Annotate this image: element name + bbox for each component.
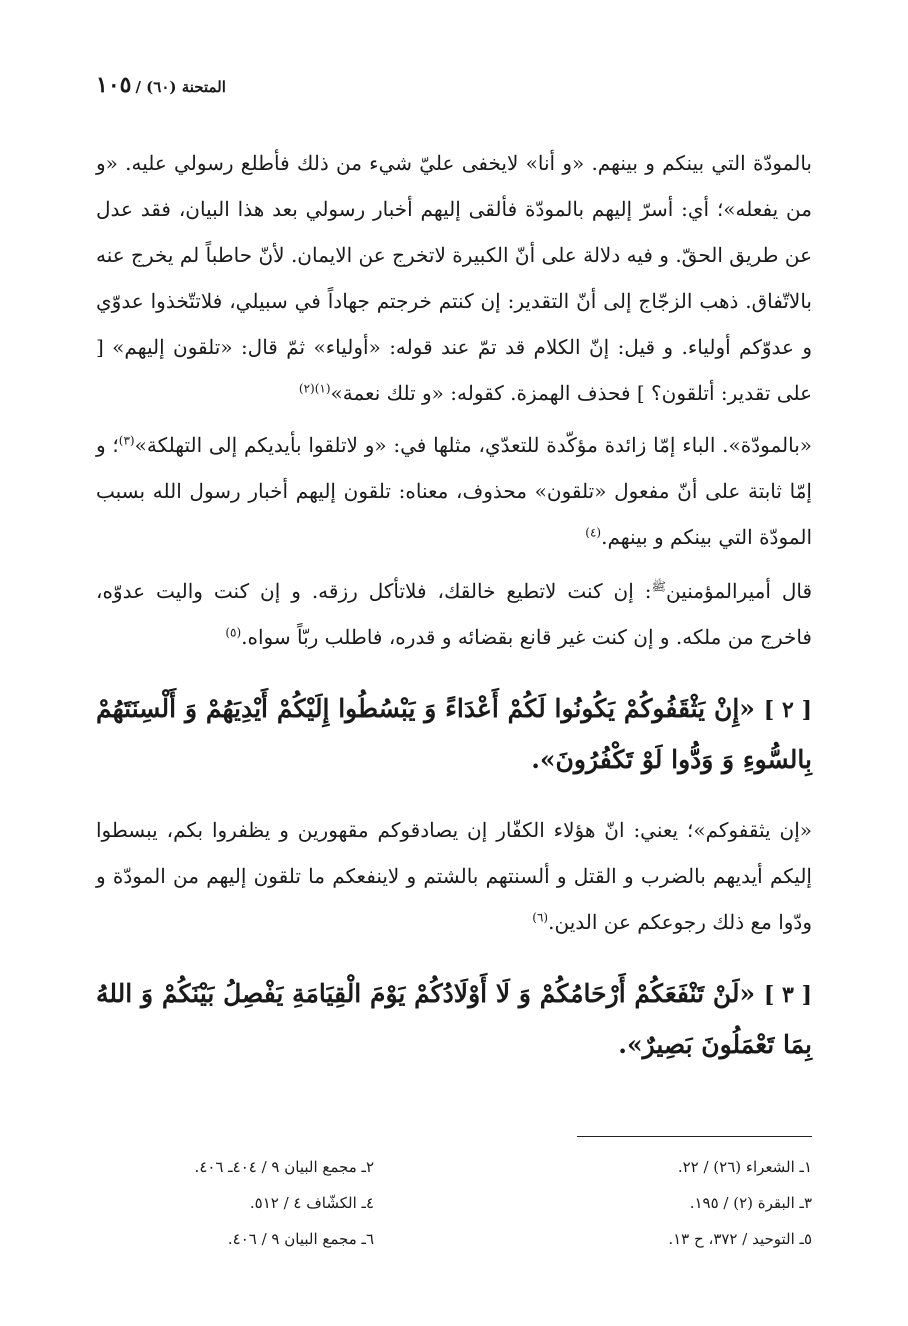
honorific-symbol: ﷺ <box>651 579 666 594</box>
footnote-marker: (٣) <box>118 433 135 448</box>
footnote-6: ٦ـ مجمع البيان ٩ / ٤٠٦. <box>227 1230 374 1248</box>
main-text <box>96 140 812 1092</box>
surah-reference: المتحنة (٦٠) / <box>135 78 226 96</box>
footnote-5: ٥ـ التوحيد / ٣٧٢، ح ١٣. <box>668 1230 812 1248</box>
verse-text: «إِنْ يَثْقَفُوكُمْ يَكُونُوا لَكُمْ أَعْدَاءً وَ يَبْسُطُوا إِلَيْكُمْ أَيْدِيَهُمْ وَ أَلْسِنَتَهُمْ بِالسُّوءِ وَ وَدُّوا لَوْ تَكْفُرُونَ». <box>96 694 812 774</box>
footnote-marker: (٤) <box>585 525 602 540</box>
verse-3 <box>96 969 812 1070</box>
page-number: ١٠٥ <box>96 72 132 98</box>
footnote-1: ١ـ الشعراء (٢٦) / ٢٢. <box>677 1158 812 1176</box>
footnote-2: ٢ـ مجمع البيان ٩ / ٤٠٤ـ ٤٠٦. <box>194 1158 374 1176</box>
verse-2 <box>96 684 812 785</box>
commentary-paragraph-2 <box>96 422 812 560</box>
footnote-divider <box>577 1136 812 1137</box>
paragraph-text: بالمودّة التي بينكم و بينهم. «و أنا» لايخفى عليّ شيء من ذلك فأطلع رسولي عليه. «و من يفعله»؛ أي: أسرّ إليهم بالمودّة فألقى إليهم أخبار رسولي بعد هذا البيان، فقد عدل عن طريق الحقّ. و فيه دلالة على أنّ الكبيرة لاتخرج عن الايمان. لأنّ حاطباً لم يخرج عنه بالاتّفاق. ذهب الزجّاج إلى أنّ التقدير: إن كنتم خرجتم جهاداً في سبيلي، فلاتتّخذوا عدوّي و عدوّكم أولياء. و قيل: إنّ الكلام قد تمّ عند قوله: «أولياء» ثمّ قال: «تلقون إليهم» [ على تقدير: أتلقون؟ ] فحذف الهمزة. كقوله: «و تلك نعمة» <box>96 151 812 405</box>
running-head <box>96 72 226 98</box>
commentary-paragraph-1 <box>96 140 812 416</box>
footnote-marker: (٦) <box>532 910 549 925</box>
book-page <box>96 0 812 1326</box>
paragraph-text: ؛ و إمّا ثابتة على أنّ مفعول «تلقون» محذوف، معناه: تلقون إليهم أخبار رسول الله بسبب المودّة التي بينكم و بينهم. <box>96 433 812 549</box>
footnote-4: ٤ـ الكشّاف ٤ / ٥١٢. <box>249 1194 374 1212</box>
paragraph-text: قال أميرالمؤمنين <box>665 579 813 603</box>
paragraph-text: : إن كنت لاتطيع خالقك، فلاتأكل رزقه. و إن كنت واليت عدوّه، فاخرج من ملكه. و إن كنت غير قانع بقضائه و قدره، فاطلب ربّاً سواه. <box>96 579 812 649</box>
verse-text: «لَنْ تَنْفَعَكُمْ أَرْحَامُكُمْ وَ لَا أَوْلَادُكُمْ يَوْمَ الْقِيَامَةِ يَفْصِلُ بَيْنَكُمْ وَ اللهُ بِمَا تَعْمَلُونَ بَصِيرٌ». <box>96 979 812 1059</box>
commentary-paragraph-3 <box>96 568 812 660</box>
footnote-3: ٣ـ البقرة (٢) / ١٩٥. <box>689 1194 812 1212</box>
footnote-marker: (١)(٢) <box>298 381 331 396</box>
commentary-paragraph-4 <box>96 807 812 945</box>
verse-number: [ ٢ ] <box>763 697 812 723</box>
paragraph-text: «إن يثقفوكم»؛ يعني: انّ هؤلاء الكفّار إن يصادقوكم مقهورين و يظفروا بكم، يبسطوا إليكم أيديهم بالضرب و القتل و ألسنتهم بالشتم و لاينفعكم ما تلقون إليهم من المودّة و ودّوا مع ذلك رجوعكم عن الدين. <box>96 818 812 934</box>
footnotes <box>96 1152 812 1254</box>
paragraph-text: «بالمودّة». الباء إمّا زائدة مؤكّدة للتعدّي، مثلها في: «و لاتلقوا بأيديكم إلى التهلكة» <box>134 433 813 457</box>
verse-number: [ ٣ ] <box>763 982 812 1008</box>
footnote-marker: (٥) <box>225 625 242 640</box>
